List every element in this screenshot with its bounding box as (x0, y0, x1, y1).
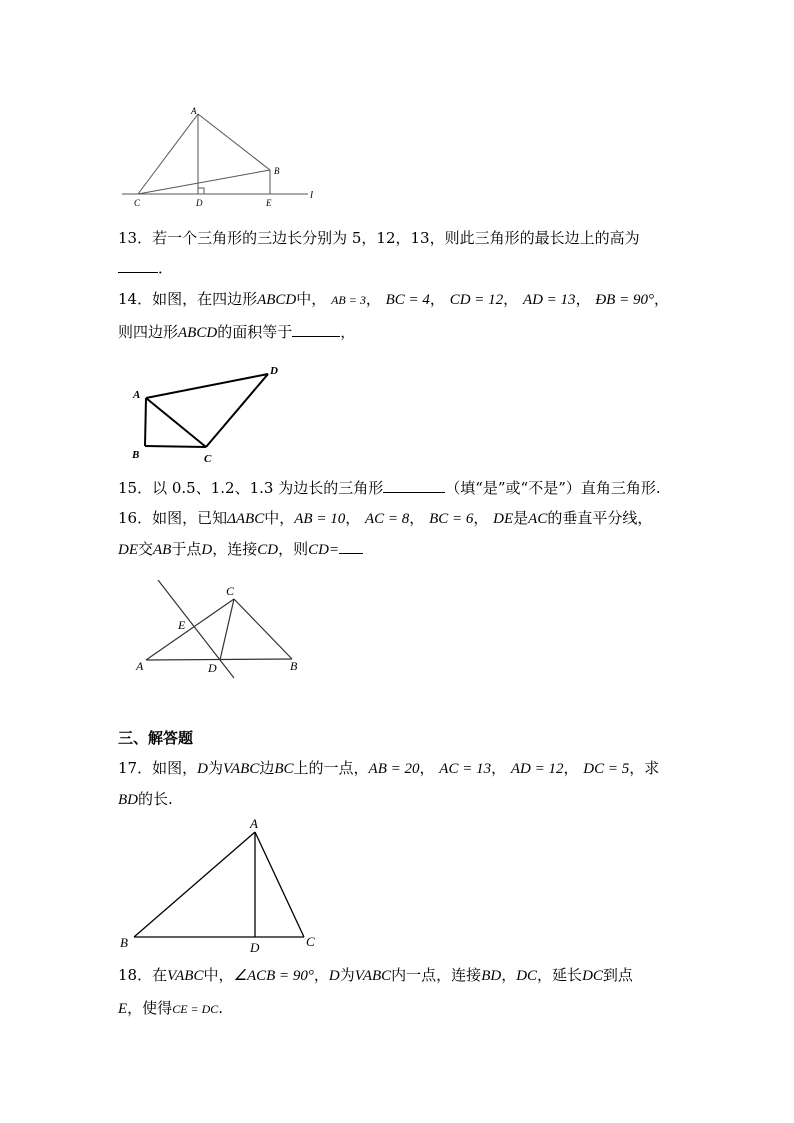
q17-l1c: 边 (259, 759, 275, 777)
q16-tri: ΔABC (227, 511, 265, 527)
q17-l2b: 的长. (138, 790, 173, 808)
q16-l2f: ，连接 (212, 540, 258, 558)
question-18 (118, 965, 633, 986)
section-heading: 三、解答题 (118, 729, 194, 747)
q16-l1a: 16．如图，已知 (118, 509, 228, 527)
q17-d: D (197, 761, 208, 777)
q17-tri: VABC (222, 761, 260, 777)
q17-bc: BC (274, 761, 294, 777)
figure-q16 (128, 580, 308, 685)
q16-cond-bc: BC = 6 (429, 511, 474, 527)
q17-cond-ad: AD = 12 (510, 761, 564, 777)
label-C: C (226, 584, 235, 598)
question-17: 17．如图，D为VABC边BC上的一点，AB = 20， AC = 13， AD = 12， DC = 5，求 (118, 759, 660, 777)
figure-q14 (128, 360, 288, 470)
q17-cond-ac: AC = 13 (439, 761, 492, 777)
q14-blank (292, 322, 340, 337)
q14-zhong: 中， (296, 290, 327, 308)
q18-dc: DC (516, 968, 538, 984)
q17-cond-ab: AB = 20 (368, 761, 420, 777)
q18-l2b: ，使得 (127, 999, 173, 1017)
q14-cond-bc: BC = 4 (385, 292, 430, 308)
question-13 (118, 228, 640, 248)
q16-l1d: 的垂直平分线， (547, 509, 653, 527)
label-C: C (306, 934, 315, 949)
q18-d: D (328, 968, 340, 984)
question-16-line2 (118, 539, 363, 560)
label-D: D (196, 198, 203, 208)
q15-tail: （填“是”或“不是”）直角三角形. (445, 479, 661, 497)
question-15 (118, 478, 661, 498)
q17-bd: BD (118, 792, 138, 808)
q18-dc2: DC (582, 968, 603, 984)
label-B: B (132, 449, 140, 461)
label-A: A (136, 659, 144, 673)
question-13-answer (118, 258, 173, 278)
q14-abcd: ABCD (257, 292, 297, 308)
question-17-line2 (118, 789, 173, 810)
q16-l2c: AB (153, 542, 172, 558)
label-A: A (191, 106, 197, 116)
q16-l2d: 于点 (171, 540, 202, 558)
q18-tri2: VABC (354, 968, 392, 984)
question-14-line2 (118, 322, 355, 343)
label-l: l (310, 189, 314, 201)
q17-cond-dc: DC = 5 (583, 761, 630, 777)
q14-cond-ad: AD = 13 (522, 292, 576, 308)
q14-cond-ab: AB = 3 (331, 293, 366, 307)
figure-q12 (118, 102, 318, 212)
q14-cond-angle: ÐB = 90° (595, 292, 654, 308)
q18-l1c: ， (313, 966, 329, 984)
q16-l2h: ，则 (278, 540, 309, 558)
q16-ac: AC (528, 511, 548, 527)
q16-l2b: 交 (138, 540, 154, 558)
q18-l1g: ，延长 (537, 966, 583, 984)
label-B: B (120, 935, 128, 950)
q18-ce-dc: CE = DC (172, 1002, 219, 1016)
q14-line2-mid: 的面积等于 (217, 323, 293, 341)
q16-cond-ab: AB = 10 (294, 511, 346, 527)
q16-l1b: 中， (264, 509, 295, 527)
q18-l1h: 到点 (602, 966, 633, 984)
label-B: B (290, 659, 298, 673)
q14-cond-cd: CD = 12 (449, 292, 504, 308)
q16-l2i: CD= (308, 542, 340, 558)
q16-l1c: 是 (513, 509, 529, 527)
question-14: 14．如图，在四边形ABCD中， AB = 3， BC = 4， CD = 12， AD = 13， ÐB = 90°， (118, 290, 669, 308)
q17-l1b: 为 (207, 759, 223, 777)
q15-text: 15．以 0.5、1.2、1.3 为边长的三角形 (118, 479, 384, 497)
label-D: D (208, 661, 217, 675)
q18-l1f: ， (501, 966, 517, 984)
q16-de: DE (493, 511, 514, 527)
q17-l1a: 17．如图， (118, 759, 198, 777)
q13-blank (118, 258, 158, 273)
q16-l2g: CD (257, 542, 279, 558)
q18-bd: BD (481, 968, 502, 984)
question-16: 16．如图，已知ΔABC中，AB = 10， AC = 8， BC = 6， DE是AC的垂直平分线， (118, 509, 653, 527)
label-A: A (250, 816, 258, 831)
q17-l1d: 上的一点， (293, 759, 369, 777)
q14-prefix: 14．如图，在四边形 (118, 290, 258, 308)
q18-l1b: 中， (203, 966, 234, 984)
question-18-line2 (118, 998, 223, 1019)
label-C: C (204, 453, 212, 465)
q18-angle: ∠ACB = 90° (233, 968, 314, 984)
q18-e: E (118, 1001, 128, 1017)
figure-q17 (116, 812, 326, 957)
q16-blank (339, 539, 363, 554)
q18-l1d: 为 (339, 966, 355, 984)
q16-l2e: D (201, 542, 213, 558)
q17-l1e: ，求 (629, 759, 660, 777)
label-A: A (133, 389, 141, 401)
label-E: E (178, 618, 186, 632)
q15-blank (383, 478, 445, 493)
q14-line2-prefix: 则四边形 (118, 323, 179, 341)
q18-l1a: 18．在 (118, 966, 168, 984)
label-C: C (134, 198, 141, 208)
label-B: B (274, 166, 280, 176)
label-E: E (266, 198, 272, 208)
q18-l2d: . (218, 999, 224, 1017)
q18-l1e: 内一点，连接 (391, 966, 482, 984)
label-D: D (250, 940, 260, 955)
label-D: D (270, 365, 278, 377)
q13-text: 13．若一个三角形的三边长分别为 5，12，13，则此三角形的最长边上的高为 (118, 229, 640, 247)
q14-line2-end: ， (340, 323, 356, 341)
q13-end: ． (158, 259, 174, 277)
q16-cond-ac: AC = 8 (364, 511, 410, 527)
q18-tri: VABC (167, 968, 204, 984)
q16-l2a: DE (118, 542, 138, 558)
q14-abcd-2: ABCD (178, 325, 218, 341)
